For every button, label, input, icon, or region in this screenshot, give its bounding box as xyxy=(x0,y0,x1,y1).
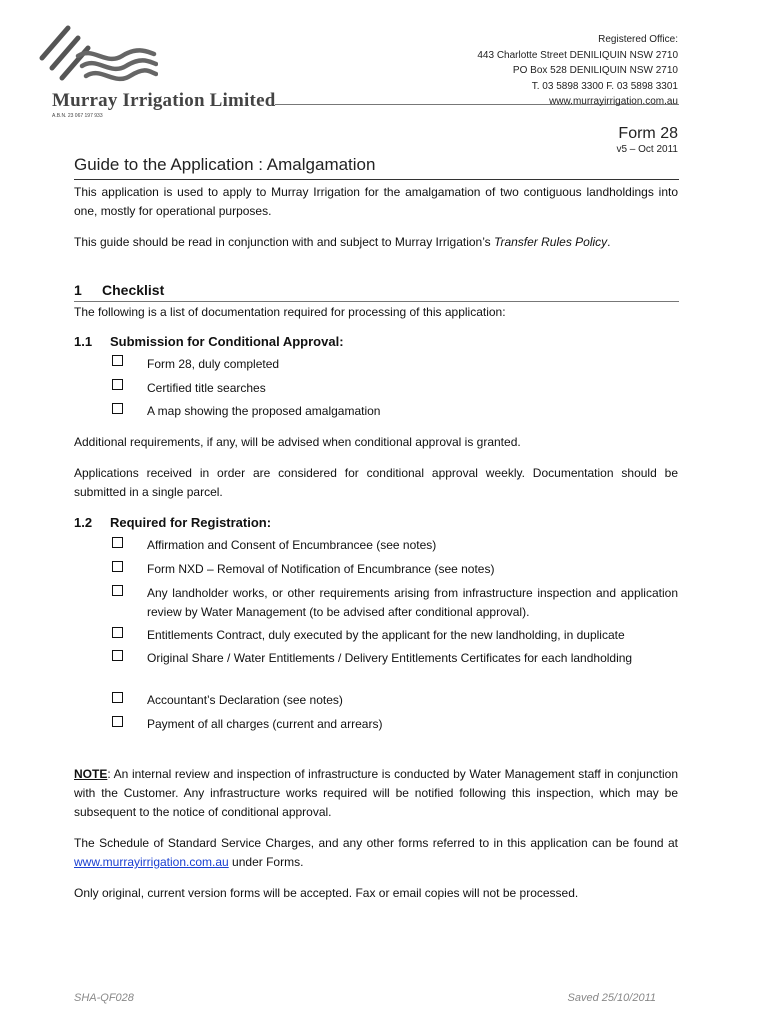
section-1-lead: The following is a list of documentation required for processing of this application: xyxy=(74,305,506,319)
checkbox-form-nxd[interactable] xyxy=(112,561,123,572)
office-label: Registered Office: xyxy=(598,34,678,45)
checkbox-entitlements-contract[interactable] xyxy=(112,627,123,638)
schedule-end: under Forms. xyxy=(228,855,304,869)
checkbox-payment[interactable] xyxy=(112,716,123,727)
checkbox-affirmation[interactable] xyxy=(112,537,123,548)
office-website: www.murrayirrigation.com.au xyxy=(549,96,678,108)
checkbox-accountants-declaration[interactable] xyxy=(112,692,123,703)
checkbox-landholder-works[interactable] xyxy=(112,585,123,596)
section-1-2-number: 1.2 xyxy=(74,515,93,530)
intro-reference-text: This guide should be read in conjunction with and subject to Murray Irrigation’s xyxy=(74,235,495,249)
office-po-box: PO Box 528 DENILIQUIN NSW 2710 xyxy=(512,65,678,77)
schedule-paragraph xyxy=(74,834,678,872)
office-phone-fax: T. 03 5898 3300 F. 03 5898 3301 xyxy=(531,80,678,92)
additional-requirements-note: Additional requirements, if any, will be advised when conditional approval is granted. xyxy=(74,435,521,449)
checkbox-title-searches[interactable] xyxy=(112,379,123,390)
checkbox-form-28[interactable] xyxy=(112,355,123,366)
footer-saved-date: Saved 25/10/2011 xyxy=(567,992,656,1004)
company-name: Murray Irrigation Limited xyxy=(52,90,276,111)
note-text: : An internal review and inspection of infrastructure is conducted by Water Management staff in conjunction with the Customer. Any infrastructure works required will be notified following this inspection, which may be subsequent to the notice of conditional approval. xyxy=(74,767,678,819)
form-version: v5 – Oct 2011 xyxy=(616,144,678,155)
section-1-1-heading xyxy=(74,334,344,349)
schedule-text: The Schedule of Standard Service Charges, and any other forms referred to in this application can be found at xyxy=(74,836,678,850)
section-1-title: Checklist xyxy=(102,282,165,298)
form-number: Form 28 xyxy=(618,125,678,142)
page-title: Guide to the Application : Amalgamation xyxy=(74,155,376,174)
checklist-item: Entitlements Contract, duly executed by the applicant for the new landholding, in duplicate xyxy=(147,628,625,642)
section-1-1-title: Submission for Conditional Approval: xyxy=(110,334,344,349)
checklist-item: Form NXD – Removal of Notification of Encumbrance (see notes) xyxy=(147,562,495,576)
originals-paragraph: Only original, current version forms will be accepted. Fax or email copies will not be processed. xyxy=(74,886,579,900)
note-label: NOTE xyxy=(74,767,108,781)
note-paragraph xyxy=(74,765,678,822)
checklist-item: Form 28, duly completed xyxy=(147,357,280,371)
checklist-item: Accountant’s Declaration (see notes) xyxy=(147,693,343,707)
checklist-item: Affirmation and Consent of Encumbrancee (see notes) xyxy=(147,538,437,552)
title-divider xyxy=(74,179,679,180)
section-1-divider xyxy=(74,301,679,302)
registered-office xyxy=(477,32,678,110)
murray-irrigation-logo-icon xyxy=(38,22,158,90)
office-street: 443 Charlotte Street DENILIQUIN NSW 2710 xyxy=(477,49,678,61)
section-1-1-number: 1.1 xyxy=(74,334,93,349)
section-1-heading xyxy=(74,282,164,298)
checklist-item: A map showing the proposed amalgamation xyxy=(147,404,381,418)
transfer-rules-policy: Transfer Rules Policy xyxy=(494,235,608,249)
intro-paragraph: This application is used to apply to Murray Irrigation for the amalgamation of two contiguous landholdings into one, mostly for operational purposes. xyxy=(74,185,678,218)
checklist-item: Certified title searches xyxy=(147,381,266,395)
checklist-item: Payment of all charges (current and arrears) xyxy=(147,717,383,731)
applications-note: Applications received in order are considered for conditional approval weekly. Documentation should be submitted in a single parcel. xyxy=(74,466,678,499)
website-link[interactable]: www.murrayirrigation.com.au xyxy=(74,855,229,869)
section-1-2-heading xyxy=(74,515,271,530)
abn-number: A.B.N. 23 067 197 933 xyxy=(52,113,103,119)
checkbox-certificates[interactable] xyxy=(112,650,123,661)
intro-reference xyxy=(74,233,678,252)
intro-reference-end: . xyxy=(607,235,611,249)
footer-document-code: SHA-QF028 xyxy=(74,992,134,1004)
section-1-number: 1 xyxy=(74,282,82,298)
checkbox-map[interactable] xyxy=(112,403,123,414)
section-1-2-title: Required for Registration: xyxy=(110,515,272,530)
checklist-item: Original Share / Water Entitlements / Delivery Entitlements Certificates for each landholding xyxy=(147,651,633,665)
checklist-item: Any landholder works, or other requirements arising from infrastructure inspection and application review by Water Management (to be advised after conditional approval). xyxy=(147,586,678,619)
